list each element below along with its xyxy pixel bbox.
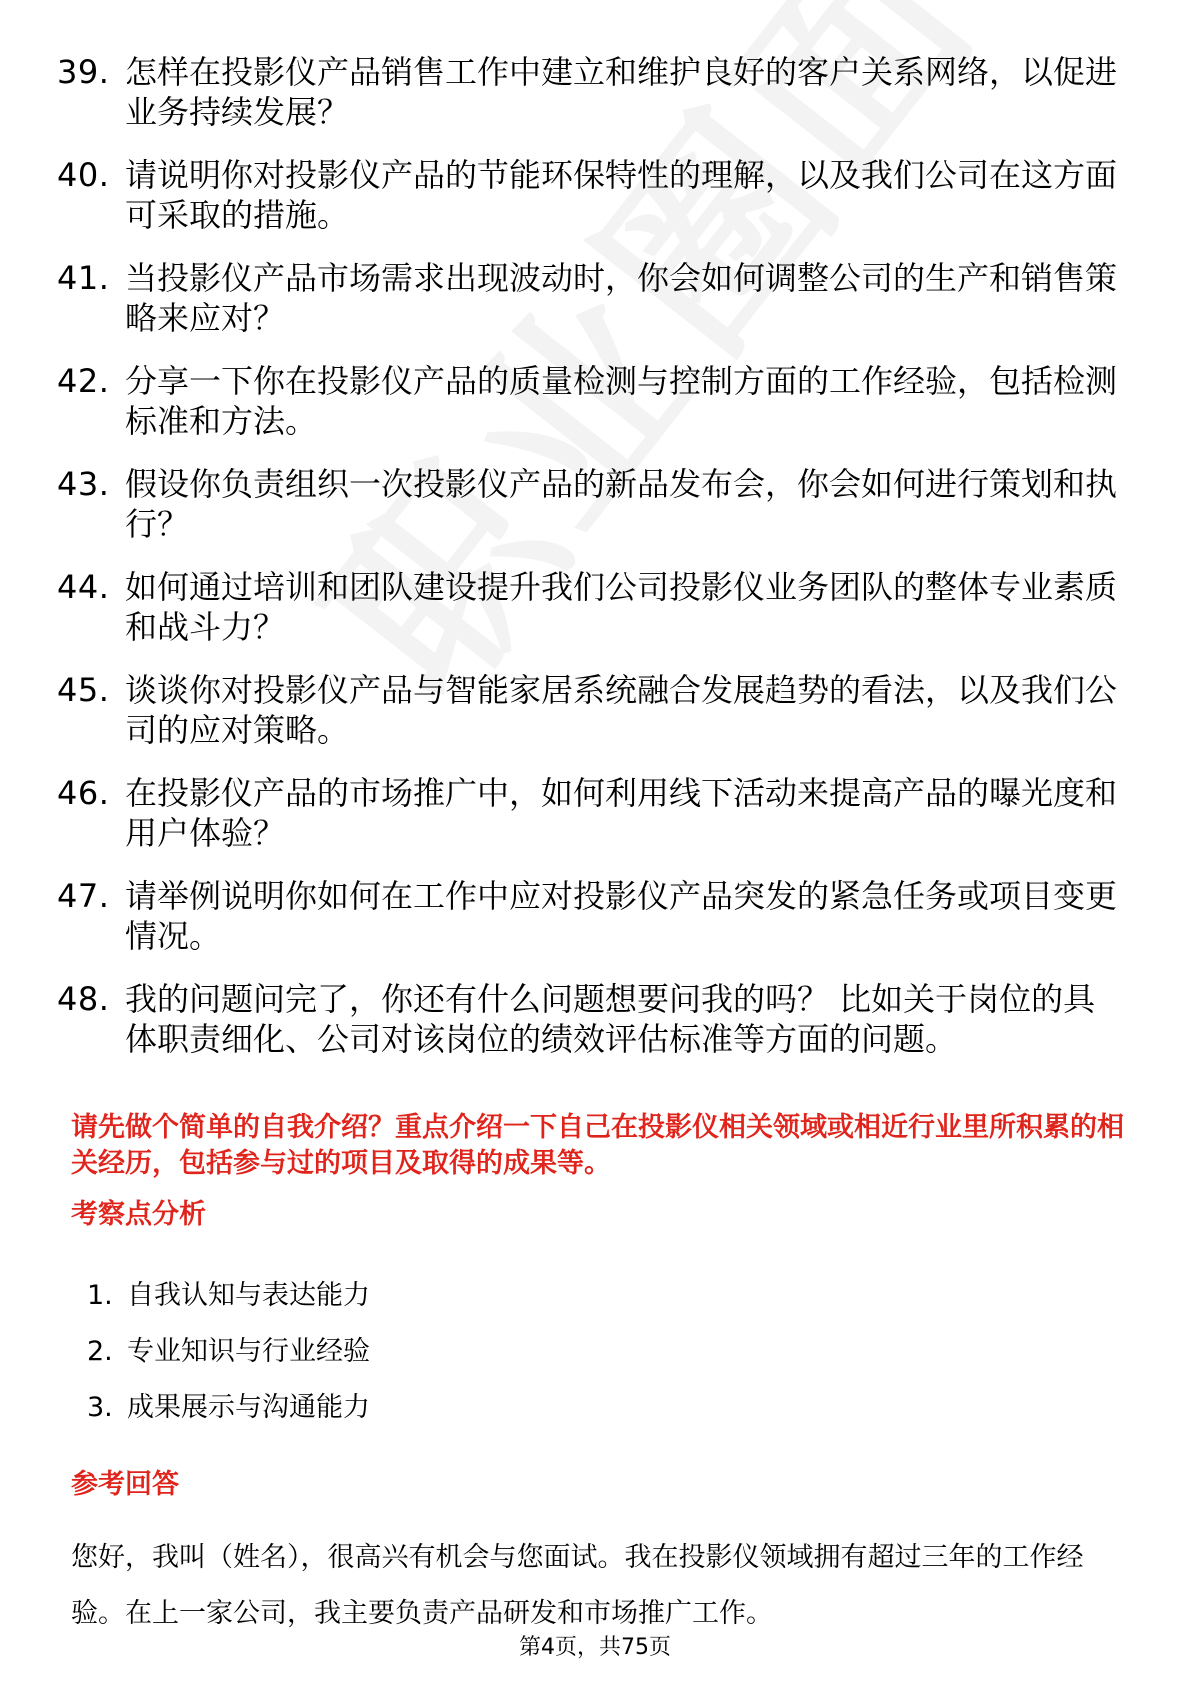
question-number: 42. (57, 362, 110, 400)
reference-answer: 您好，我叫（姓名），很高兴有机会与您面试。我在投影仪领域拥有超过三年的工作经验。在上一家公司，我主要负责产品研发和市场推广工作。 (71, 1542, 1084, 1629)
question-item (57, 155, 1117, 235)
question-text: 如何通过培训和团队建设提升我们公司投影仪业务团队的整体专业素质和战斗力？ (125, 568, 1118, 646)
question-number: 44. (57, 568, 110, 606)
question-item (57, 258, 1117, 338)
list-item-text: 专业知识与行业经验 (127, 1336, 370, 1367)
question-item (57, 979, 1117, 1059)
reference-title: 参考回答 (71, 1469, 179, 1500)
question-item (57, 567, 1117, 647)
question-text: 我的问题问完了，你还有什么问题想要问我的吗？ 比如关于岗位的具体职责细化、公司对该岗位的绩效评估标准等方面的问题。 (125, 980, 1096, 1058)
question-item (57, 464, 1117, 544)
question-number: 47. (57, 877, 110, 915)
list-item (87, 1334, 370, 1390)
analysis-title: 考察点分析 (71, 1199, 206, 1230)
question-number: 48. (57, 980, 110, 1018)
highlight-question: 请先做个简单的自我介绍？重点介绍一下自己在投影仪相关领域或相近行业里所积累的相关经历，包括参与过的项目及取得的成果等。 (71, 1112, 1124, 1179)
analysis-list (87, 1278, 370, 1446)
question-text: 分享一下你在投影仪产品的质量检测与控制方面的工作经验，包括检测标准和方法。 (125, 362, 1118, 440)
question-text: 请举例说明你如何在工作中应对投影仪产品突发的紧急任务或项目变更情况。 (125, 877, 1118, 955)
question-item (57, 52, 1117, 132)
question-text: 假设你负责组织一次投影仪产品的新品发布会，你会如何进行策划和执行？ (125, 465, 1118, 543)
question-number: 41. (57, 259, 110, 297)
question-item (57, 773, 1117, 853)
list-item-text: 自我认知与表达能力 (127, 1280, 370, 1311)
question-number: 40. (57, 156, 110, 194)
page-footer: 第4页，共75页 (519, 1635, 671, 1660)
list-item (87, 1278, 370, 1334)
question-item (57, 876, 1117, 956)
question-number: 46. (57, 774, 110, 812)
question-number: 39. (57, 53, 110, 91)
list-item-text: 成果展示与沟通能力 (127, 1392, 370, 1423)
question-text: 怎样在投影仪产品销售工作中建立和维护良好的客户关系网络，以促进业务持续发展？ (125, 53, 1118, 131)
list-item-number: 3. (87, 1392, 113, 1423)
question-item (57, 361, 1117, 441)
list-item (87, 1390, 370, 1446)
question-item (57, 670, 1117, 750)
question-text: 当投影仪产品市场需求出现波动时，你会如何调整公司的生产和销售策略来应对？ (125, 259, 1118, 337)
question-text: 在投影仪产品的市场推广中，如何利用线下活动来提高产品的曝光度和用户体验？ (125, 774, 1118, 852)
list-item-number: 2. (87, 1336, 113, 1367)
question-text: 请说明你对投影仪产品的节能环保特性的理解，以及我们公司在这方面可采取的措施。 (125, 156, 1118, 234)
question-text: 谈谈你对投影仪产品与智能家居系统融合发展趋势的看法，以及我们公司的应对策略。 (125, 671, 1118, 749)
question-number: 43. (57, 465, 110, 503)
list-item-number: 1. (87, 1280, 113, 1311)
question-list (57, 52, 1117, 1082)
question-number: 45. (57, 671, 110, 709)
